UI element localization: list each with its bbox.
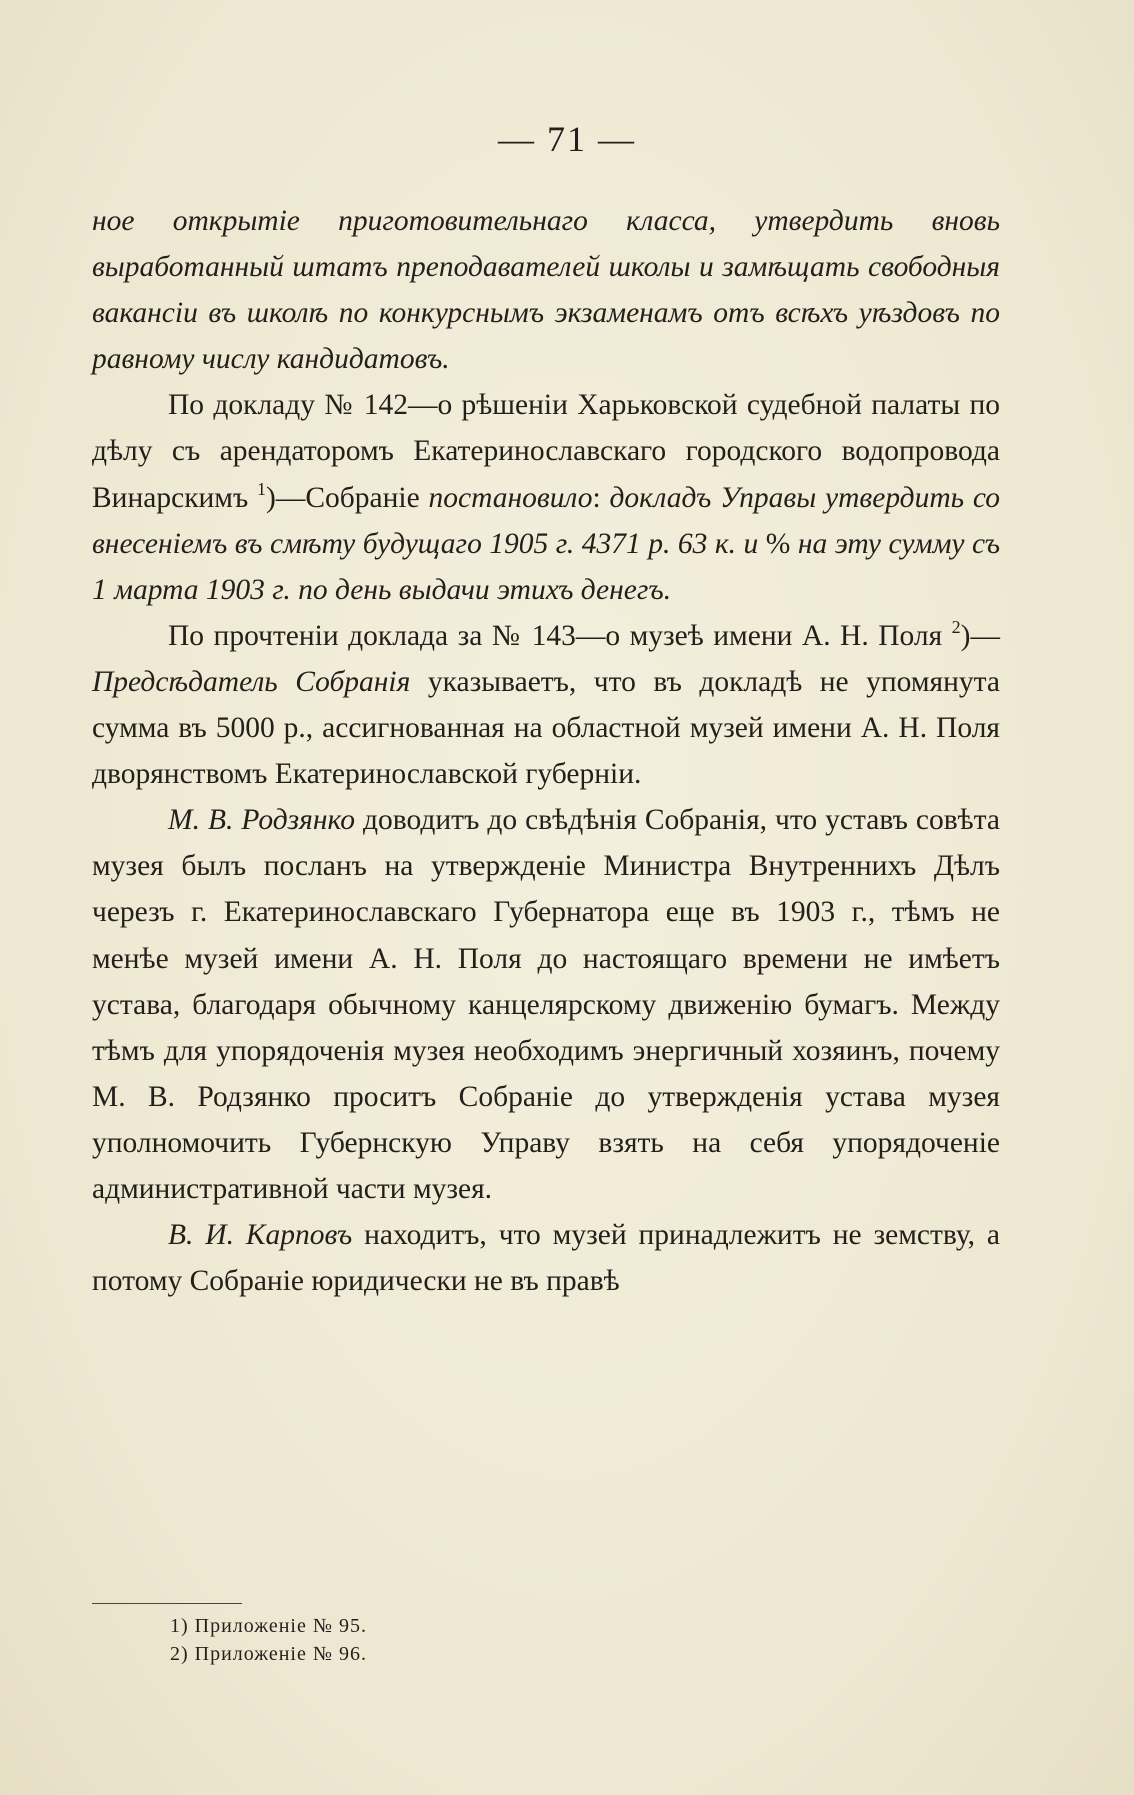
report-143-dash: )— (960, 619, 1000, 652)
report-142-text: По докладу № 142—о рѣшеніи Харьковской судебной палаты по дѣлу съ арендаторомъ Екатеринославскаго городского водопровода Винарскимъ (92, 389, 1000, 514)
footnote-1: 1) Приложеніе № 95. (170, 1615, 367, 1637)
rodzyanko-statement: доводитъ до свѣдѣнія Собранія, что уставъ совѣта музея былъ посланъ на утвержденіе Министра Внутреннихъ Дѣлъ черезъ г. Екатеринославскаго Губернатора еще въ 1903 г., тѣмъ не менѣе музей имени А. Н. Поля до настоящаго времени не имѣетъ устава, благодаря обычному канцелярскому движенію бумагъ. Между тѣмъ для упорядоченія музея необходимъ энергичный хозяинъ, почему М. В. Родзянко проситъ Собраніе до утвержденія устава музея уполномочить Губернскую Управу взять на себя упорядоченіе административной части музея. (92, 804, 1000, 1205)
speaker-rodzyanko: М. В. Родзянко (168, 804, 355, 837)
report-143-text: По прочтеніи доклада за № 143—о музеѣ имени А. Н. Поля (168, 619, 943, 652)
footnote-ref-2: 2 (951, 616, 961, 637)
paragraph-report-142 (92, 382, 1000, 612)
paragraph-report-143 (92, 613, 1000, 797)
report-142-assembly: )—Собраніе (266, 481, 429, 514)
paragraph-rodzyanko (92, 797, 1000, 1212)
report-142-colon: : (592, 481, 610, 514)
report-142-decision: докладъ Управы утвердить со внесеніемъ въ смѣту будущаго 1905 г. 4371 р. 63 к. и (92, 481, 1000, 560)
report-143-chairman: Предсѣдатель Собранія (92, 665, 411, 698)
speaker-karpov: В. И. Карповъ (168, 1219, 353, 1252)
footnote-divider (92, 1603, 242, 1604)
body-text (92, 198, 1000, 1304)
footnotes (170, 1612, 870, 1668)
paragraph-continuation (92, 198, 1000, 382)
footnote-ref-1: 1 (257, 478, 267, 499)
report-142-decided: постановило (428, 481, 593, 514)
report-143-remark: указываетъ, что въ докладѣ не упомянута сумма въ 5000 р., ассигнованная на областной музей имени А. Н. Поля дворянствомъ Екатеринославской губерніи. (92, 665, 1000, 791)
paragraph-karpov (92, 1212, 1000, 1304)
page-number: — 71 — (498, 119, 636, 159)
footnote-2: 2) Приложеніе № 96. (170, 1643, 367, 1665)
continuation-text: ное открытіе приготовительнаго класса, утвердить вновь выработанный штатъ преподавателей школы и замѣщать свободныя вакансіи въ школѣ по конкурснымъ экзаменамъ отъ всѣхъ уѣздовъ по равному числу кандидатовъ. (92, 205, 1000, 376)
percent-sign: % (765, 527, 791, 560)
report-142-decision-end: на эту сумму съ 1 марта 1903 г. по день выдачи этихъ денегъ. (92, 527, 1001, 606)
karpov-statement: находитъ, что музей принадлежитъ не земству, а потому Собраніе юридически не въ правѣ (92, 1219, 1000, 1298)
